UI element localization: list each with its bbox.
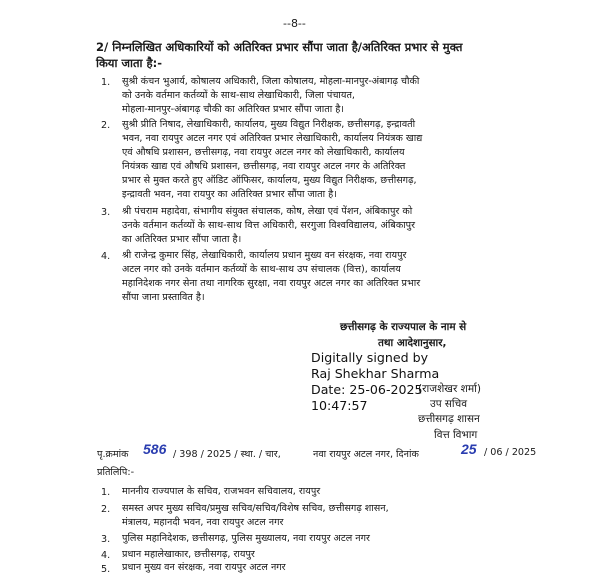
item-number: 1. [101, 77, 111, 88]
governor-order-line-1: छत्तीसगढ़ के राज्यपाल के नाम से [340, 321, 467, 333]
digital-signature-line-1: Digitally signed by [311, 350, 429, 365]
governor-order-line-2: तथा आदेशानुसार, [378, 337, 447, 349]
item-line: सौंपा जाना प्रस्तावित है। [122, 292, 205, 303]
item-number: 2. [101, 120, 111, 131]
item-line: महानिदेशक नगर सेना तथा नागरिक सुरक्षा, नवा रायपुर अटल नगर का अतिरिक्त प्रभार [122, 278, 421, 289]
copy-line: माननीय राज्यपाल के सचिव, राजभवन सचिवालय, रायपुर [122, 486, 321, 497]
endorsement-prefix: पृ.क्रमांक [97, 449, 129, 460]
item-line: इन्द्रावती भवन, नवा रायपुर का अतिरिक्त प्रभार सौंपा जाता है। [122, 189, 337, 200]
copy-number: 5. [101, 564, 111, 575]
item-line: भवन, नवा रायपुर अटल नगर एवं अतिरिक्त प्रभार लेखाधिकारी, कार्यालय नियंत्रक खाद्य [122, 133, 423, 144]
item-line: प्रभार से मुक्त करते हुए ऑडिट ऑफिसर, कार्यालय, मुख्य विद्युत निरीक्षक, छत्तीसगढ़, [122, 175, 417, 186]
item-line: को उनके वर्तमान कर्तव्यों के साथ-साथ लेखाधिकारी, जिला पंचायत, [122, 90, 355, 101]
signatory-govt: छत्तीसगढ़ शासन [418, 413, 480, 425]
copy-line: प्रधान मुख्य वन संरक्षक, नवा रायपुर अटल नगर [122, 562, 286, 573]
copy-number: 4. [101, 550, 111, 561]
endorsement-suffix: / 398 / 2025 / स्था. / चार, [173, 449, 281, 460]
item-line: उनके वर्तमान कर्तव्यों के साथ-साथ वित्त अधिकारी, सरगुजा विश्वविद्यालय, अंबिकापुर [122, 220, 416, 231]
copy-number: 1. [101, 487, 111, 498]
signatory-department: वित्त विभाग [434, 429, 478, 441]
heading-line-1: 2/ निम्नलिखित अधिकारियों को अतिरिक्त प्रभार सौंपा जाता है/अतिरिक्त प्रभार से मुक्त [96, 40, 463, 54]
item-line: सुश्री कंचन भुआर्य, कोषालय अधिकारी, जिला कोषालय, मोहला-मानपुर-अंबागढ़ चौकी [122, 76, 420, 87]
item-number: 3. [101, 207, 111, 218]
handwritten-day: 25 [461, 441, 477, 457]
copy-number: 2. [101, 504, 111, 515]
heading-line-2: किया जाता है:- [96, 56, 162, 70]
endorsement-place-date: नवा रायपुर अटल नगर, दिनांक [313, 449, 419, 460]
signatory-designation: उप सचिव [430, 398, 467, 410]
digital-signature-line-2: Raj Shekhar Sharma [311, 366, 440, 381]
item-line: अटल नगर को उनके वर्तमान कर्तव्यों के साथ-साथ उप संचालक (वित्त), कार्यालय [122, 264, 401, 275]
copy-line: समस्त अपर मुख्य सचिव/प्रमुख सचिव/सचिव/विशेष सचिव, छत्तीसगढ़ शासन, [122, 503, 389, 514]
item-number: 4. [101, 251, 111, 262]
item-line: नियंत्रक खाद्य एवं औषधि प्रशासन, छत्तीसगढ़, नवा रायपुर अटल नगर के अतिरिक्त [122, 161, 406, 172]
digital-signature-line-3: Date: 25-06-2025 [311, 382, 423, 397]
endorsement-date-suffix: / 06 / 2025 [484, 447, 537, 458]
item-line: श्री पंचराम महादेवा, संभागीय संयुक्त संचालक, कोष, लेखा एवं पेंशन, अंबिकापुर को [122, 206, 413, 217]
copy-line: पुलिस महानिदेशक, छत्तीसगढ़, पुलिस मुख्यालय, नवा रायपुर अटल नगर [122, 533, 370, 544]
signatory-name: (राजशेखर शर्मा) [418, 383, 482, 395]
item-line: का अतिरिक्त प्रभार सौंपा जाता है। [122, 234, 242, 245]
handwritten-number: 586 [143, 441, 167, 457]
page-number: --8-- [283, 17, 306, 30]
item-line: मोहला-मानपुर-अंबागढ़ चौकी का अतिरिक्त प्रभार सौंपा जाता है। [122, 104, 344, 115]
digital-signature-line-4: 10:47:57 [311, 398, 368, 413]
item-line: सुश्री प्रीति निषाद, लेखाधिकारी, कार्यालय, मुख्य विद्युत निरीक्षक, छत्तीसगढ़, इन्द्रावती [122, 119, 416, 130]
copy-heading: प्रतिलिपि:- [97, 467, 135, 478]
copy-line: प्रधान महालेखाकार, छत्तीसगढ़, रायपुर [122, 549, 255, 560]
item-line: एवं औषधि प्रशासन, छत्तीसगढ़, नवा रायपुर अटल नगर को लेखाधिकारी, कार्यालय [122, 147, 405, 158]
copy-number: 3. [101, 534, 111, 545]
item-line: श्री राजेन्द्र कुमार सिंह, लेखाधिकारी, कार्यालय प्रधान मुख्य वन संरक्षक, नवा रायपुर [122, 250, 407, 261]
copy-line: मंत्रालय, महानदी भवन, नवा रायपुर अटल नगर [122, 517, 284, 528]
